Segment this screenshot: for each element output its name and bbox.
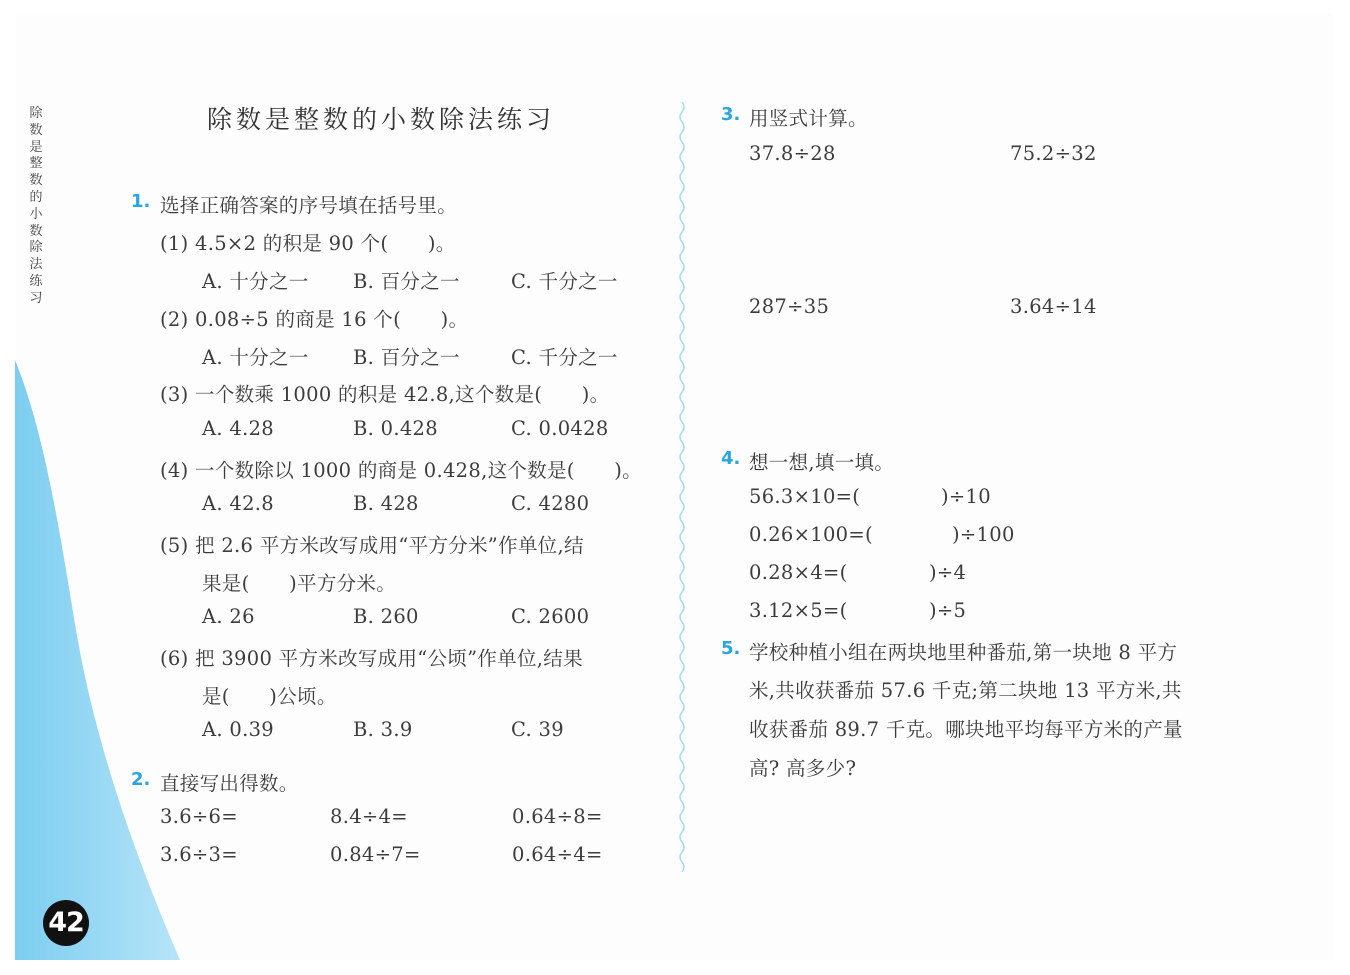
- side-title: 除数是整数的小数除法练习: [29, 106, 43, 306]
- q4-line-right: )÷4: [929, 561, 967, 584]
- q1-item-2-stem: (2) 0.08÷5 的商是 16 个( )。: [160, 308, 469, 331]
- page-number-badge: 42: [43, 900, 89, 946]
- wavy-divider: [675, 102, 689, 872]
- q1-item-6-option-c: C. 39: [511, 718, 564, 741]
- q1-item-6-option-b: B. 3.9: [353, 718, 413, 741]
- q4-number: 4.: [721, 448, 741, 469]
- q2-expression: 3.6÷6=: [160, 805, 238, 828]
- q1-item-2-option-b: B. 百分之一: [353, 346, 460, 369]
- q4-line-right: )÷10: [941, 485, 991, 508]
- q5-number: 5.: [721, 638, 741, 659]
- q4-line-left: 0.26×100=(: [749, 523, 873, 546]
- q1-item-5-option-a: A. 26: [202, 605, 255, 628]
- q2-expression: 3.6÷3=: [160, 843, 238, 866]
- q3-prompt: 用竖式计算。: [749, 107, 868, 130]
- q2-expression: 0.64÷4=: [512, 843, 603, 866]
- q5-text-line: 米,共收获番茄 57.6 千克;第二块地 13 平方米,共: [749, 679, 1182, 702]
- q5-text-line: 高? 高多少?: [749, 757, 857, 780]
- q4-line-right: )÷5: [929, 599, 967, 622]
- q3-problem: 75.2÷32: [1010, 142, 1097, 165]
- q1-item-5-stem-continued: 果是( )平方分米。: [202, 572, 397, 595]
- q1-item-4-option-c: C. 4280: [511, 492, 590, 515]
- q1-item-2-option-a: A. 十分之一: [202, 346, 309, 369]
- q1-item-1-option-a: A. 十分之一: [202, 270, 309, 293]
- q1-item-1-stem: (1) 4.5×2 的积是 90 个( )。: [160, 232, 456, 255]
- q1-prompt: 选择正确答案的序号填在括号里。: [160, 194, 458, 217]
- q4-line-left: 0.28×4=(: [749, 561, 848, 584]
- q1-item-4-option-b: B. 428: [353, 492, 419, 515]
- q4-line-left: 56.3×10=(: [749, 485, 861, 508]
- q1-item-6-option-a: A. 0.39: [202, 718, 274, 741]
- q2-expression: 0.64÷8=: [512, 805, 603, 828]
- q4-line-right: )÷100: [952, 523, 1015, 546]
- q1-item-1-option-c: C. 千分之一: [511, 270, 618, 293]
- q3-problem: 287÷35: [749, 295, 830, 318]
- q1-item-3-option-b: B. 0.428: [353, 417, 438, 440]
- q4-line-left: 3.12×5=(: [749, 599, 848, 622]
- q1-item-6-stem-continued: 是( )公顷。: [202, 685, 337, 708]
- q3-problem: 37.8÷28: [749, 142, 836, 165]
- q1-number: 1.: [131, 191, 151, 212]
- q3-problem: 3.64÷14: [1010, 295, 1097, 318]
- q2-expression: 0.84÷7=: [330, 843, 421, 866]
- q1-item-2-option-c: C. 千分之一: [511, 346, 618, 369]
- q1-item-5-stem: (5) 把 2.6 平方米改写成用“平方分米”作单位,结: [160, 534, 584, 557]
- q5-text-line: 学校种植小组在两块地里种番茄,第一块地 8 平方: [749, 641, 1178, 664]
- page-title: 除数是整数的小数除法练习: [207, 105, 556, 134]
- q3-number: 3.: [721, 104, 741, 125]
- q1-item-5-option-c: C. 2600: [511, 605, 590, 628]
- q1-item-5-option-b: B. 260: [353, 605, 419, 628]
- q1-item-3-stem: (3) 一个数乘 1000 的积是 42.8,这个数是( )。: [160, 383, 610, 406]
- q2-prompt: 直接写出得数。: [160, 772, 299, 795]
- q2-number: 2.: [131, 769, 151, 790]
- workbook-page: [15, 14, 1333, 960]
- q2-expression: 8.4÷4=: [330, 805, 408, 828]
- q1-item-4-option-a: A. 42.8: [202, 492, 274, 515]
- q1-item-4-stem: (4) 一个数除以 1000 的商是 0.428,这个数是( )。: [160, 459, 642, 482]
- q1-item-1-option-b: B. 百分之一: [353, 270, 460, 293]
- q1-item-3-option-c: C. 0.0428: [511, 417, 609, 440]
- q1-item-6-stem: (6) 把 3900 平方米改写成用“公顷”作单位,结果: [160, 647, 583, 670]
- q4-prompt: 想一想,填一填。: [749, 451, 895, 474]
- q5-text-line: 收获番茄 89.7 千克。哪块地平均每平方米的产量: [749, 718, 1183, 741]
- q1-item-3-option-a: A. 4.28: [202, 417, 274, 440]
